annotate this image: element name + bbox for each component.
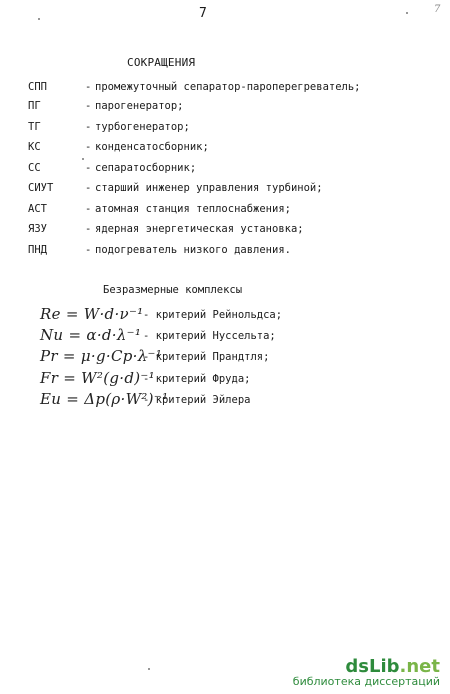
abbreviations-heading: СОКРАЩЕНИЯ: [127, 56, 196, 69]
abbreviation-description: атомная станция теплоснабжения;: [95, 203, 291, 215]
watermark-subtitle: библиотека диссертаций: [292, 675, 440, 688]
abbreviation-code: СИУТ: [28, 182, 54, 194]
formula: Fr = W²(g·d)⁻¹: [40, 369, 155, 387]
scan-speck: [148, 668, 150, 670]
abbreviation-code: АСТ: [28, 203, 47, 215]
abbreviation-dash: -: [85, 100, 92, 112]
abbreviation-dash: -: [85, 121, 92, 133]
abbreviation-code: КС: [28, 141, 41, 153]
criterion-description: - критерий Эйлера: [143, 394, 251, 406]
abbreviation-code: СПП: [28, 81, 47, 93]
criterion-description: - критерий Нуссельта;: [143, 330, 276, 342]
abbreviation-description: сепаратосборник;: [95, 162, 197, 174]
abbreviation-description: подогреватель низкого давления.: [95, 244, 291, 256]
abbreviation-description: промежуточный сепаратор-пароперегреватель;: [95, 81, 361, 93]
abbreviation-description: старший инженер управления турбиной;: [95, 182, 323, 194]
formula: Pr = μ·g·Cp·λ⁻¹: [40, 347, 163, 365]
abbreviation-dash: -: [85, 81, 92, 93]
corner-mark: 7: [434, 4, 441, 15]
watermark-logo-main: dsLib: [345, 656, 400, 677]
abbreviation-description: парогенератор;: [95, 100, 184, 112]
abbreviation-code: СС: [28, 162, 41, 174]
criterion-description: - критерий Фруда;: [143, 373, 251, 385]
scan-speck: [82, 158, 84, 160]
abbreviation-dash: -: [85, 223, 92, 235]
abbreviation-dash: -: [85, 141, 92, 153]
scan-speck: [38, 18, 40, 20]
abbreviation-description: конденсатосборник;: [95, 141, 209, 153]
abbreviation-description: ядерная энергетическая установка;: [95, 223, 304, 235]
abbreviation-dash: -: [85, 162, 92, 174]
watermark-logo: [293, 656, 440, 677]
abbreviation-dash: -: [85, 182, 92, 194]
abbreviation-dash: -: [85, 203, 92, 215]
abbreviation-code: ПГ: [28, 100, 41, 112]
abbreviation-code: ПНД: [28, 244, 47, 256]
complexes-heading: Безразмерные комплексы: [103, 284, 243, 296]
criterion-description: - критерий Прандтля;: [143, 351, 270, 363]
abbreviation-code: ТГ: [28, 121, 41, 133]
scan-speck: [406, 12, 408, 14]
criterion-description: - критерий Рейнольдса;: [143, 309, 283, 321]
abbreviation-code: ЯЗУ: [28, 223, 47, 235]
watermark-logo-tld: .net: [399, 656, 440, 677]
formula: Nu = α·d·λ⁻¹: [40, 326, 142, 344]
abbreviation-dash: -: [85, 244, 92, 256]
abbreviation-description: турбогенератор;: [95, 121, 190, 133]
formula: Eu = Δp(ρ·W²)⁻¹: [40, 390, 169, 408]
formula: Re = W·d·ν⁻¹: [40, 305, 144, 323]
page-number: 7: [199, 6, 207, 21]
watermark: [293, 656, 440, 688]
